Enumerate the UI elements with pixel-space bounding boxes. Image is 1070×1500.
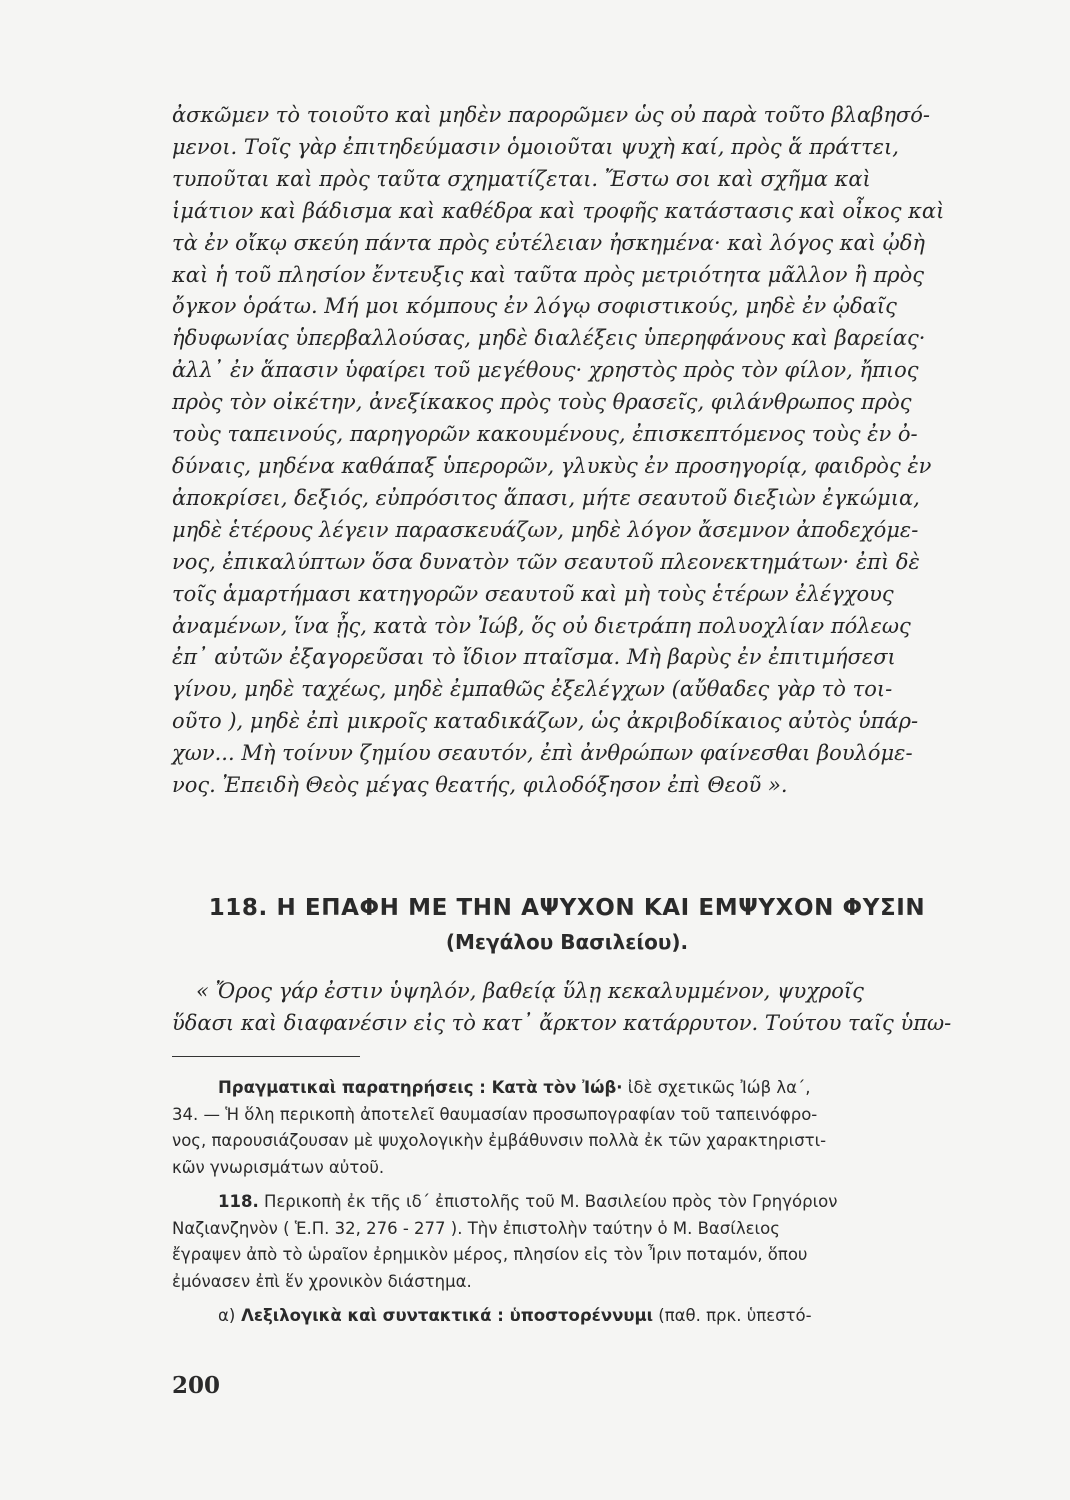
- quote-line: ὕδασι καὶ διαφανέσιν εἰς τὸ κατ᾽ ἄρκτον κατάρρυτον. Τούτου ταῖς ὑπω-: [172, 1011, 952, 1035]
- footnote-3: [172, 1303, 962, 1330]
- footnotes: [172, 1075, 962, 1338]
- footnote-3-prefix: α): [218, 1306, 236, 1325]
- footnote-2-line: ἐμόνασεν ἐπὶ ἕν χρονικὸν διάστημα.: [172, 1271, 472, 1291]
- page-number: 200: [172, 1372, 221, 1399]
- footnote-1: [172, 1075, 962, 1181]
- body-line: ἱμάτιον καὶ βάδισμα καὶ καθέδρα καὶ τροφῆς κατάστασις καὶ οἶκος καὶ: [172, 198, 945, 223]
- body-line: χων... Μὴ τοίνυν ζημίου σεαυτόν, ἐπὶ ἀνθρώπων φαίνεσθαι βουλόμε-: [172, 741, 913, 766]
- body-line: τυποῦται καὶ πρὸς ταῦτα σχηματίζεται. Ἔστω σοι καὶ σχῆμα καὶ: [172, 166, 871, 191]
- section-heading: 118. Η ΕΠΑΦΗ ΜΕ ΤΗΝ ΑΨΥΧΟΝ ΚΑΙ ΕΜΨΥΧΟΝ ΦΥΣΙΝ: [208, 895, 926, 921]
- footnote-2-line: Ναζιανζηνὸν ( Ἑ.Π. 32, 276 - 277 ). Τὴν ἐπιστολὴν ταύτην ὁ Μ. Βασίλειος: [172, 1218, 780, 1238]
- body-line: γίνου, μηδὲ ταχέως, μηδὲ ἐμπαθῶς ἐξελέγχων (αὔθαδες γὰρ τὸ τοι-: [172, 677, 893, 702]
- footnote-2-line: ἔγραψεν ἀπὸ τὸ ὡραῖον ἐρημικὸν μέρος, πλησίον εἰς τὸν Ἶριν ποταμόν, ὅπου: [172, 1245, 808, 1264]
- body-line: καὶ ἡ τοῦ πλησίον ἔντευξις καὶ ταῦτα πρὸς μετριότητα μᾶλλον ἢ πρὸς: [172, 262, 924, 287]
- footnote-2-text: Περικοπὴ ἐκ τῆς ιδ΄ ἐπιστολῆς τοῦ Μ. Βασιλείου πρὸς τὸν Γρηγόριον: [258, 1192, 838, 1211]
- body-line: μηδὲ ἑτέρους λέγειν παρασκευάζων, μηδὲ λόγον ἄσεμνον ἀποδεχόμε-: [172, 517, 919, 542]
- footnote-separator: [172, 1056, 360, 1057]
- footnote-1-text: ἰδὲ σχετικῶς Ἰώβ λα΄,: [622, 1078, 811, 1097]
- body-line: νος, ἐπικαλύπτων ὅσα δυνατὸν τῶν σεαυτοῦ πλεονεκτημάτων· ἐπὶ δὲ: [172, 549, 920, 574]
- body-line: μενοι. Τοῖς γὰρ ἐπιτηδεύμασιν ὁμοιοῦται ψυχὴ καί, πρὸς ἅ πράττει,: [172, 134, 899, 159]
- body-line: δύναις, μηδένα καθάπαξ ὑπερορῶν, γλυκὺς ἐν προσηγορίᾳ, φαιδρὸς ἐν: [172, 453, 932, 478]
- body-line: ἀναμένων, ἵνα ᾖς, κατὰ τὸν Ἰώβ, ὅς οὐ διετράπη πολυοχλίαν πόλεως: [172, 613, 911, 638]
- quote-line: « Ὄρος γάρ ἐστιν ὑψηλόν, βαθείᾳ ὕλῃ κεκαλυμμένον, ψυχροῖς: [196, 979, 864, 1003]
- body-line: ἡδυφωνίας ὑπερβαλλούσας, μηδὲ διαλέξεις ὑπερηφάνους καὶ βαρείας·: [172, 326, 926, 351]
- footnote-3-label: Λεξιλογικὰ καὶ συντακτικά : ὑποστορέννυμι: [235, 1306, 654, 1325]
- footnote-2: [172, 1189, 962, 1295]
- body-line: τὰ ἐν οἴκῳ σκεύη πάντα πρὸς εὐτέλειαν ἠσκημένα· καὶ λόγος καὶ ᾠδὴ: [172, 230, 925, 255]
- footnote-1-line: νος, παρουσιάζουσαν μὲ ψυχολογικὴν ἐμβάθυνσιν πολλὰ ἐκ τῶν χαρακτηριστι-: [172, 1131, 827, 1150]
- section-subheading: (Μεγάλου Βασιλείου).: [445, 930, 689, 954]
- body-line: οῦτο ), μηδὲ ἐπὶ μικροῖς καταδικάζων, ὡς ἀκριβοδίκαιος αὐτὸς ὑπάρ-: [172, 709, 919, 734]
- footnote-1-line: 34. — Ἡ ὅλη περικοπὴ ἀποτελεῖ θαυμασίαν προσωπογραφίαν τοῦ ταπεινόφρο-: [172, 1104, 818, 1124]
- quote-text: [172, 975, 962, 1039]
- body-line: ἐπ᾽ αὐτῶν ἐξαγορεῦσαι τὸ ἴδιον πταῖσμα. Μὴ βαρὺς ἐν ἐπιτιμήσεσι: [172, 645, 896, 670]
- body-line: τοῖς ἁμαρτήμασι κατηγορῶν σεαυτοῦ καὶ μὴ τοὺς ἑτέρων ἐλέγχους: [172, 581, 894, 606]
- body-line: τοὺς ταπεινούς, παρηγορῶν κακουμένους, ἐπισκεπτόμενος τοὺς ἐν ὀ-: [172, 422, 918, 447]
- body-line: πρὸς τὸν οἰκέτην, ἀνεξίκακος πρὸς τοὺς θρασεῖς, φιλάνθρωπος πρὸς: [172, 390, 912, 415]
- body-line: ἀλλ᾽ ἐν ἅπασιν ὑφαίρει τοῦ μεγέθους· χρηστὸς πρὸς τὸν φίλον, ἤπιος: [172, 358, 919, 383]
- body-line: ὄγκον ὁράτω. Μή μοι κόμπους ἐν λόγῳ σοφιστικούς, μηδὲ ἐν ᾠδαῖς: [172, 294, 897, 319]
- body-line: ἀσκῶμεν τὸ τοιοῦτο καὶ μηδὲν παρορῶμεν ὡς οὐ παρὰ τοῦτο βλαβησό-: [172, 103, 931, 127]
- footnote-2-label: 118.: [218, 1192, 259, 1211]
- body-line: νος. Ἐπειδὴ Θεὸς μέγας θεατής, φιλοδόξησον ἐπὶ Θεοῦ ».: [172, 773, 788, 798]
- body-text: [172, 100, 962, 802]
- footnote-3-text: (παθ. πρκ. ὑπεστό-: [653, 1306, 812, 1325]
- footnote-1-line: κῶν γνωρισμάτων αὐτοῦ.: [172, 1157, 385, 1177]
- footnote-1-label: Πραγματικαὶ παρατηρήσεις : Κατὰ τὸν Ἰώβ·: [218, 1078, 623, 1097]
- body-line: ἀποκρίσει, δεξιός, εὐπρόσιτος ἅπασι, μήτε σεαυτοῦ διεξιὼν ἐγκώμια,: [172, 485, 920, 510]
